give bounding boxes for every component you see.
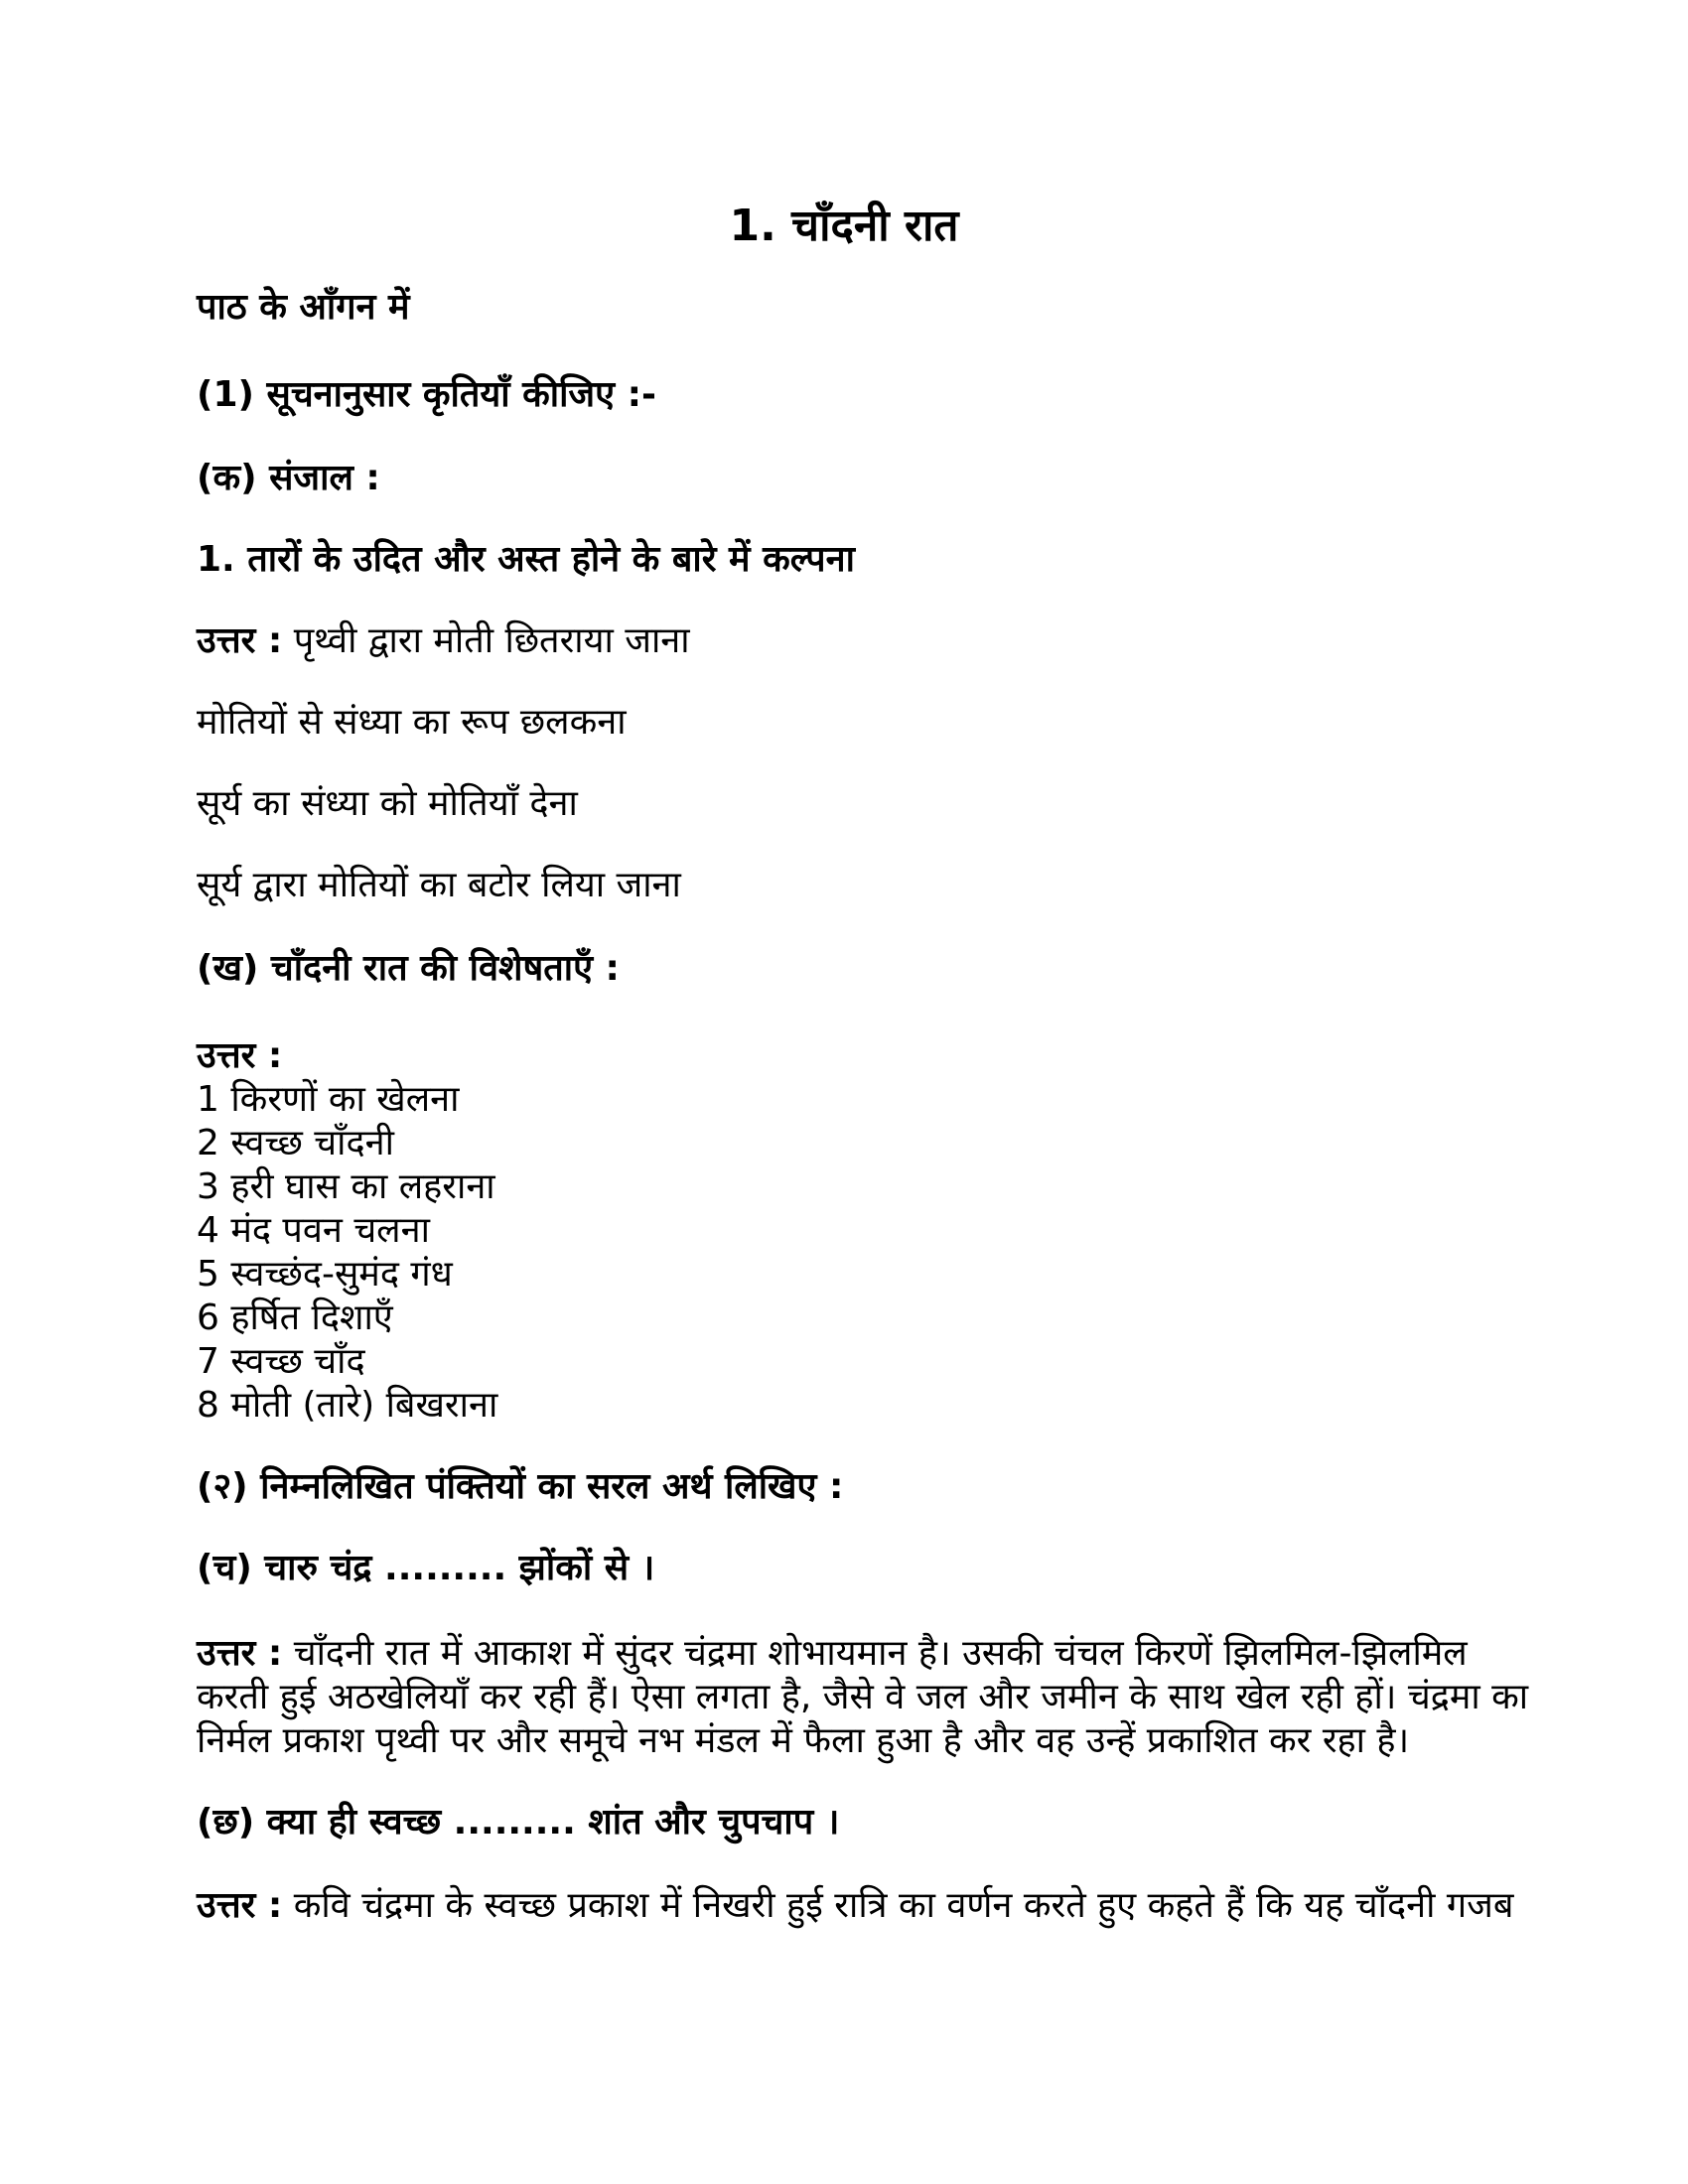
question-1-heading: (1) सूचनानुसार कृतियाँ कीजिए :- (197, 374, 656, 415)
part-ka-answer-line: सूर्य द्वारा मोतियों का बटोर लिया जाना (197, 865, 681, 905)
part-ka-answer-first-line (197, 619, 690, 663)
list-item: 6 हर्षित दिशाएँ (197, 1297, 393, 1338)
part-ka-answer-line: मोतियों से संध्या का रूप छलकना (197, 702, 627, 743)
answer-label: उत्तर : (197, 620, 283, 661)
list-item: 5 स्वच्छंद-सुमंद गंध (197, 1254, 453, 1295)
part-kha-answer-label: उत्तर : (197, 1035, 283, 1076)
list-item: 8 मोती (तारे) बिखराना (197, 1385, 498, 1426)
answer-label: उत्तर : (197, 1633, 283, 1674)
part-cha-answer-line-2: करती हुई अठखेलियाँ कर रही हैं। ऐसा लगता है, जैसे वे जल और जमीन के साथ खेल रही हों। चंद्रमा का (197, 1677, 1529, 1717)
part-kha-heading: (ख) चाँदनी रात की विशेषताएँ : (197, 948, 620, 989)
list-item: 4 मंद पवन चलना (197, 1210, 430, 1251)
part-ka-answer-line: सूर्य का संध्या को मोतियाँ देना (197, 783, 578, 824)
section-heading: पाठ के आँगन में (197, 287, 410, 328)
part-chha-heading: (छ) क्या ही स्वच्छ ......... शांत और चुपचाप । (197, 1802, 840, 1843)
part-cha-answer-line-3: निर्मल प्रकाश पृथ्वी पर और समूचे नभ मंडल में फैला हुआ है और वह उन्हें प्रकाशित कर रहा है। (197, 1720, 1410, 1761)
answer-label: उत्तर : (197, 1885, 283, 1926)
list-item: 1 किरणों का खेलना (197, 1079, 460, 1120)
list-item: 2 स्वच्छ चाँदनी (197, 1123, 394, 1163)
part-cha-heading: (च) चारु चंद्र ......... झोंकों से । (197, 1548, 655, 1588)
list-item: 7 स्वच्छ चाँद (197, 1341, 365, 1382)
list-item: 3 हरी घास का लहराना (197, 1166, 495, 1207)
part-chha-answer-first-line (197, 1884, 1513, 1928)
part-ka-question: 1. तारों के उदित और अस्त होने के बारे में कल्पना (197, 539, 855, 580)
part-cha-answer-line-1 (197, 1632, 1468, 1676)
answer-text: चाँदनी रात में आकाश में सुंदर चंद्रमा शोभायमान है। उसकी चंचल किरणें झिलमिल-झिलमिल (282, 1633, 1468, 1674)
answer-text: पृथ्वी द्वारा मोती छितराया जाना (282, 620, 690, 661)
part-ka-heading: (क) संजाल : (197, 458, 380, 498)
question-2-heading: (२) निम्नलिखित पंक्तियों का सरल अर्थ लिखिए : (197, 1466, 844, 1507)
page-title: 1. चाँदनी रात (729, 201, 959, 251)
answer-text: कवि चंद्रमा के स्वच्छ प्रकाश में निखरी हुई रात्रि का वर्णन करते हुए कहते हैं कि यह चाँदनी गजब (282, 1885, 1514, 1926)
